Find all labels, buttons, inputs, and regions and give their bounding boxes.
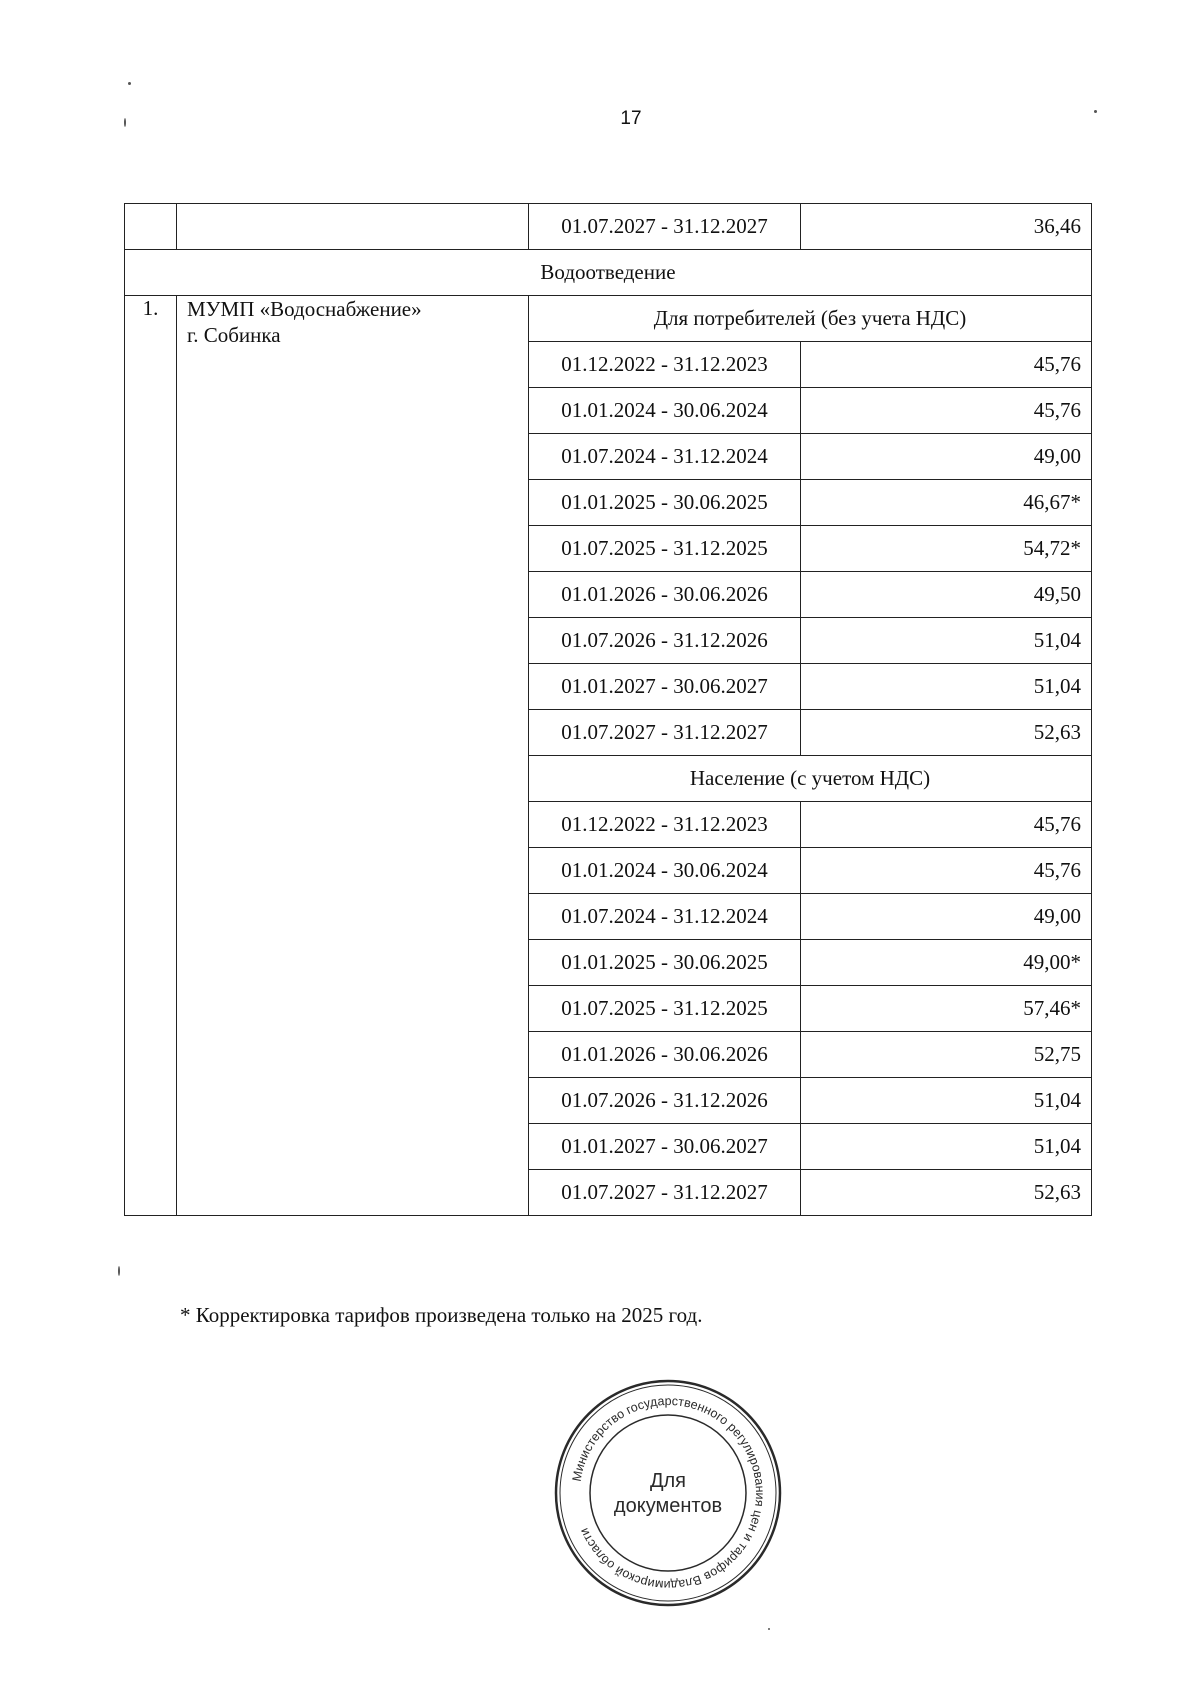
period-cell: 01.07.2025 - 31.12.2025 bbox=[529, 986, 801, 1032]
value-cell: 54,72* bbox=[801, 526, 1092, 572]
value-cell: 52,63 bbox=[801, 1170, 1092, 1216]
period-cell: 01.01.2027 - 30.06.2027 bbox=[529, 1124, 801, 1170]
stamp-outer-ring-thin bbox=[560, 1385, 776, 1601]
value-cell: 45,76 bbox=[801, 342, 1092, 388]
period-cell: 01.01.2025 - 30.06.2025 bbox=[529, 940, 801, 986]
period-cell: 01.01.2024 - 30.06.2024 bbox=[529, 388, 801, 434]
value-cell: 49,00 bbox=[801, 434, 1092, 480]
org-cell-empty bbox=[177, 204, 529, 250]
value-cell: 52,75 bbox=[801, 1032, 1092, 1078]
official-stamp bbox=[552, 1377, 784, 1609]
value-cell: 51,04 bbox=[801, 618, 1092, 664]
footnote: * Корректировка тарифов произведена только на 2025 год. bbox=[180, 1303, 703, 1327]
period-cell: 01.01.2024 - 30.06.2024 bbox=[529, 848, 801, 894]
period-cell: 01.07.2027 - 31.12.2027 bbox=[529, 204, 801, 250]
value-cell: 57,46* bbox=[801, 986, 1092, 1032]
org-name: МУМП «Водоснабжение» bbox=[187, 297, 422, 321]
section-row bbox=[125, 250, 1092, 296]
period-cell: 01.01.2026 - 30.06.2026 bbox=[529, 572, 801, 618]
period-cell: 01.07.2027 - 31.12.2027 bbox=[529, 710, 801, 756]
value-cell: 51,04 bbox=[801, 664, 1092, 710]
value-cell: 49,00* bbox=[801, 940, 1092, 986]
period-cell: 01.07.2026 - 31.12.2026 bbox=[529, 618, 801, 664]
scan-speck bbox=[118, 1266, 120, 1276]
tariff-table bbox=[124, 203, 1092, 1216]
stamp-center-line1: Для bbox=[649, 1470, 687, 1492]
stamp-center-line2: документов bbox=[613, 1495, 723, 1517]
period-cell: 01.12.2022 - 31.12.2023 bbox=[529, 342, 801, 388]
period-cell: 01.07.2024 - 31.12.2024 bbox=[529, 894, 801, 940]
period-cell: 01.07.2025 - 31.12.2025 bbox=[529, 526, 801, 572]
value-cell: 46,67* bbox=[801, 480, 1092, 526]
stamp-ring-text: Министерство государственного регулирования цен и тарифов Владимирской области bbox=[569, 1393, 768, 1593]
value-cell: 49,00 bbox=[801, 894, 1092, 940]
org-name-cell bbox=[177, 296, 529, 1216]
value-cell: 52,63 bbox=[801, 710, 1092, 756]
value-cell: 45,76 bbox=[801, 802, 1092, 848]
page-number: 17 bbox=[620, 108, 642, 129]
number-cell-empty bbox=[125, 204, 177, 250]
period-cell: 01.12.2022 - 31.12.2023 bbox=[529, 802, 801, 848]
value-cell: 49,50 bbox=[801, 572, 1092, 618]
value-cell: 45,76 bbox=[801, 388, 1092, 434]
group-header-row bbox=[125, 296, 1092, 342]
group-title: Для потребителей (без учета НДС) bbox=[529, 296, 1092, 342]
org-number: 1. bbox=[125, 296, 177, 1216]
period-cell: 01.01.2027 - 30.06.2027 bbox=[529, 664, 801, 710]
value-cell: 45,76 bbox=[801, 848, 1092, 894]
period-cell: 01.07.2027 - 31.12.2027 bbox=[529, 1170, 801, 1216]
scan-speck bbox=[124, 118, 126, 127]
org-city: г. Собинка bbox=[187, 323, 281, 347]
period-cell: 01.07.2026 - 31.12.2026 bbox=[529, 1078, 801, 1124]
period-cell: 01.01.2025 - 30.06.2025 bbox=[529, 480, 801, 526]
scan-speck bbox=[128, 82, 131, 85]
table-row bbox=[125, 204, 1092, 250]
stamp-inner-ring bbox=[590, 1415, 746, 1571]
period-cell: 01.01.2026 - 30.06.2026 bbox=[529, 1032, 801, 1078]
period-cell: 01.07.2024 - 31.12.2024 bbox=[529, 434, 801, 480]
value-cell: 51,04 bbox=[801, 1078, 1092, 1124]
value-cell: 36,46 bbox=[801, 204, 1092, 250]
section-title: Водоотведение bbox=[125, 250, 1092, 296]
value-cell: 51,04 bbox=[801, 1124, 1092, 1170]
scan-speck bbox=[768, 1628, 770, 1630]
group-title: Население (с учетом НДС) bbox=[529, 756, 1092, 802]
scan-speck bbox=[1094, 110, 1097, 113]
